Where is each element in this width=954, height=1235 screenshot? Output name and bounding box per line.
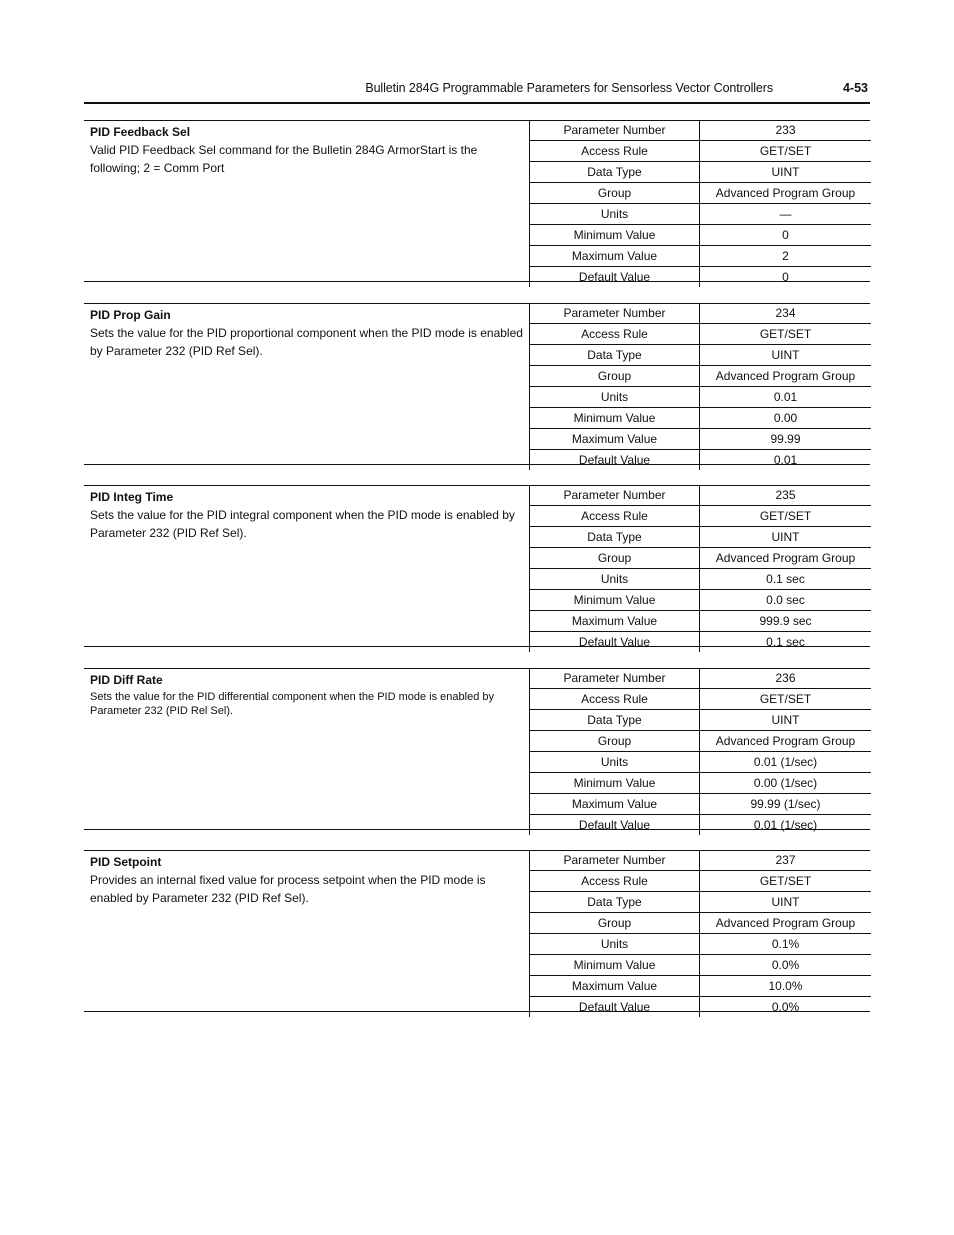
property-label: Parameter Number bbox=[530, 668, 700, 689]
property-value: 99.99 bbox=[700, 429, 872, 450]
property-label: Maximum Value bbox=[530, 794, 700, 815]
property-label: Maximum Value bbox=[530, 976, 700, 997]
parameter-block-pid-feedback-sel bbox=[84, 120, 870, 282]
parameter-description bbox=[90, 673, 524, 718]
table-row bbox=[530, 204, 872, 225]
page-number: 4-53 bbox=[842, 81, 868, 95]
table-row bbox=[530, 345, 872, 366]
property-label: Access Rule bbox=[530, 871, 700, 892]
table-row bbox=[530, 366, 872, 387]
property-label: Data Type bbox=[530, 345, 700, 366]
property-value: GET/SET bbox=[700, 871, 872, 892]
property-label: Minimum Value bbox=[530, 955, 700, 976]
property-value: 99.99 (1/sec) bbox=[700, 794, 872, 815]
parameter-description bbox=[90, 125, 524, 177]
table-row bbox=[530, 632, 872, 653]
table-row bbox=[530, 225, 872, 246]
property-label: Access Rule bbox=[530, 506, 700, 527]
table-row bbox=[530, 913, 872, 934]
table-row bbox=[530, 710, 872, 731]
property-label: Data Type bbox=[530, 710, 700, 731]
property-label: Default Value bbox=[530, 997, 700, 1018]
parameter-description-text: Sets the value for the PID differential component when the PID mode is enabled by Parameter 232 (PID Rel Sel). bbox=[90, 691, 494, 717]
property-value: 10.0% bbox=[700, 976, 872, 997]
property-value: Advanced Program Group bbox=[700, 366, 872, 387]
property-value: Advanced Program Group bbox=[700, 548, 872, 569]
parameter-description bbox=[90, 308, 524, 360]
property-label: Group bbox=[530, 366, 700, 387]
parameter-title: PID Prop Gain bbox=[90, 308, 171, 322]
table-row bbox=[530, 267, 872, 288]
property-label: Parameter Number bbox=[530, 850, 700, 871]
property-label: Access Rule bbox=[530, 324, 700, 345]
property-label: Group bbox=[530, 548, 700, 569]
property-value: 235 bbox=[700, 485, 872, 506]
property-label: Maximum Value bbox=[530, 429, 700, 450]
property-value: UINT bbox=[700, 710, 872, 731]
parameter-description-text: Provides an internal fixed value for process setpoint when the PID mode is enabled by Parameter 232 (PID Ref Sel). bbox=[90, 873, 486, 905]
property-label: Default Value bbox=[530, 815, 700, 836]
parameter-title: PID Integ Time bbox=[90, 490, 174, 504]
property-value: 2 bbox=[700, 246, 872, 267]
property-value: UINT bbox=[700, 345, 872, 366]
table-row bbox=[530, 731, 872, 752]
property-value: 0.0 sec bbox=[700, 590, 872, 611]
property-value: GET/SET bbox=[700, 506, 872, 527]
parameter-description-text: Valid PID Feedback Sel command for the Bulletin 284G ArmorStart is the following; 2 = Comm Port bbox=[90, 143, 478, 175]
table-row bbox=[530, 569, 872, 590]
table-row bbox=[530, 183, 872, 204]
parameter-description bbox=[90, 855, 524, 907]
table-row bbox=[530, 955, 872, 976]
property-value: Advanced Program Group bbox=[700, 731, 872, 752]
property-value: 0 bbox=[700, 267, 872, 288]
parameter-description bbox=[90, 490, 524, 542]
table-row bbox=[530, 871, 872, 892]
table-row bbox=[530, 773, 872, 794]
property-label: Units bbox=[530, 752, 700, 773]
property-label: Units bbox=[530, 387, 700, 408]
table-row bbox=[530, 506, 872, 527]
table-row bbox=[530, 324, 872, 345]
property-value: 0.1 sec bbox=[700, 569, 872, 590]
parameter-description-text: Sets the value for the PID proportional component when the PID mode is enabled by Parameter 232 (PID Ref Sel). bbox=[90, 326, 523, 358]
parameter-properties-table bbox=[529, 303, 871, 470]
table-row bbox=[530, 527, 872, 548]
table-row bbox=[530, 850, 872, 871]
table-row bbox=[530, 668, 872, 689]
parameter-description-text: Sets the value for the PID integral component when the PID mode is enabled by Parameter 232 (PID Ref Sel). bbox=[90, 508, 515, 540]
property-label: Access Rule bbox=[530, 141, 700, 162]
property-label: Maximum Value bbox=[530, 246, 700, 267]
property-value: Advanced Program Group bbox=[700, 913, 872, 934]
property-value: 233 bbox=[700, 120, 872, 141]
property-value: 0.01 (1/sec) bbox=[700, 815, 872, 836]
property-value: 234 bbox=[700, 303, 872, 324]
property-label: Default Value bbox=[530, 632, 700, 653]
property-value: 0.00 bbox=[700, 408, 872, 429]
property-value: GET/SET bbox=[700, 141, 872, 162]
property-label: Parameter Number bbox=[530, 303, 700, 324]
property-value: 0.0% bbox=[700, 955, 872, 976]
parameter-properties-table bbox=[529, 485, 871, 652]
property-value: 0.01 bbox=[700, 387, 872, 408]
parameter-properties-table bbox=[529, 668, 871, 835]
property-label: Units bbox=[530, 204, 700, 225]
table-row bbox=[530, 485, 872, 506]
parameter-properties-table bbox=[529, 850, 871, 1017]
property-value: 0.00 (1/sec) bbox=[700, 773, 872, 794]
table-row bbox=[530, 387, 872, 408]
table-row bbox=[530, 548, 872, 569]
property-value: 237 bbox=[700, 850, 872, 871]
parameter-title: PID Diff Rate bbox=[90, 673, 163, 687]
property-value: UINT bbox=[700, 892, 872, 913]
property-value: 999.9 sec bbox=[700, 611, 872, 632]
property-value: — bbox=[700, 204, 872, 225]
property-label: Group bbox=[530, 183, 700, 204]
property-value: 0 bbox=[700, 225, 872, 246]
property-value: 0.1% bbox=[700, 934, 872, 955]
header-title: Bulletin 284G Programmable Parameters for Sensorless Vector Controllers bbox=[365, 81, 773, 95]
property-label: Access Rule bbox=[530, 689, 700, 710]
property-label: Maximum Value bbox=[530, 611, 700, 632]
property-value: UINT bbox=[700, 162, 872, 183]
table-row bbox=[530, 141, 872, 162]
table-row bbox=[530, 611, 872, 632]
property-label: Data Type bbox=[530, 162, 700, 183]
property-value: 0.01 (1/sec) bbox=[700, 752, 872, 773]
parameter-block-pid-integ-time bbox=[84, 485, 870, 647]
table-row bbox=[530, 752, 872, 773]
table-row bbox=[530, 815, 872, 836]
page-header bbox=[84, 80, 870, 104]
property-label: Minimum Value bbox=[530, 773, 700, 794]
table-row bbox=[530, 450, 872, 471]
property-value: GET/SET bbox=[700, 689, 872, 710]
property-value: 0.0% bbox=[700, 997, 872, 1018]
property-label: Units bbox=[530, 934, 700, 955]
parameter-title: PID Setpoint bbox=[90, 855, 162, 869]
property-value: Advanced Program Group bbox=[700, 183, 872, 204]
table-row bbox=[530, 976, 872, 997]
table-row bbox=[530, 689, 872, 710]
table-row bbox=[530, 997, 872, 1018]
property-label: Minimum Value bbox=[530, 408, 700, 429]
property-value: 0.1 sec bbox=[700, 632, 872, 653]
property-label: Parameter Number bbox=[530, 485, 700, 506]
property-label: Group bbox=[530, 731, 700, 752]
property-label: Minimum Value bbox=[530, 590, 700, 611]
property-label: Units bbox=[530, 569, 700, 590]
property-value: UINT bbox=[700, 527, 872, 548]
parameter-block-pid-prop-gain bbox=[84, 303, 870, 465]
table-row bbox=[530, 590, 872, 611]
table-row bbox=[530, 120, 872, 141]
table-row bbox=[530, 246, 872, 267]
table-row bbox=[530, 162, 872, 183]
table-row bbox=[530, 794, 872, 815]
table-row bbox=[530, 934, 872, 955]
parameter-block-pid-setpoint bbox=[84, 850, 870, 1012]
property-label: Default Value bbox=[530, 450, 700, 471]
table-row bbox=[530, 429, 872, 450]
property-label: Minimum Value bbox=[530, 225, 700, 246]
property-label: Default Value bbox=[530, 267, 700, 288]
property-label: Data Type bbox=[530, 527, 700, 548]
parameter-title: PID Feedback Sel bbox=[90, 125, 191, 139]
property-label: Data Type bbox=[530, 892, 700, 913]
parameter-properties-table bbox=[529, 120, 871, 287]
table-row bbox=[530, 408, 872, 429]
property-label: Parameter Number bbox=[530, 120, 700, 141]
property-label: Group bbox=[530, 913, 700, 934]
parameter-block-pid-diff-rate bbox=[84, 668, 870, 830]
property-value: 0.01 bbox=[700, 450, 872, 471]
property-value: 236 bbox=[700, 668, 872, 689]
property-value: GET/SET bbox=[700, 324, 872, 345]
table-row bbox=[530, 892, 872, 913]
table-row bbox=[530, 303, 872, 324]
